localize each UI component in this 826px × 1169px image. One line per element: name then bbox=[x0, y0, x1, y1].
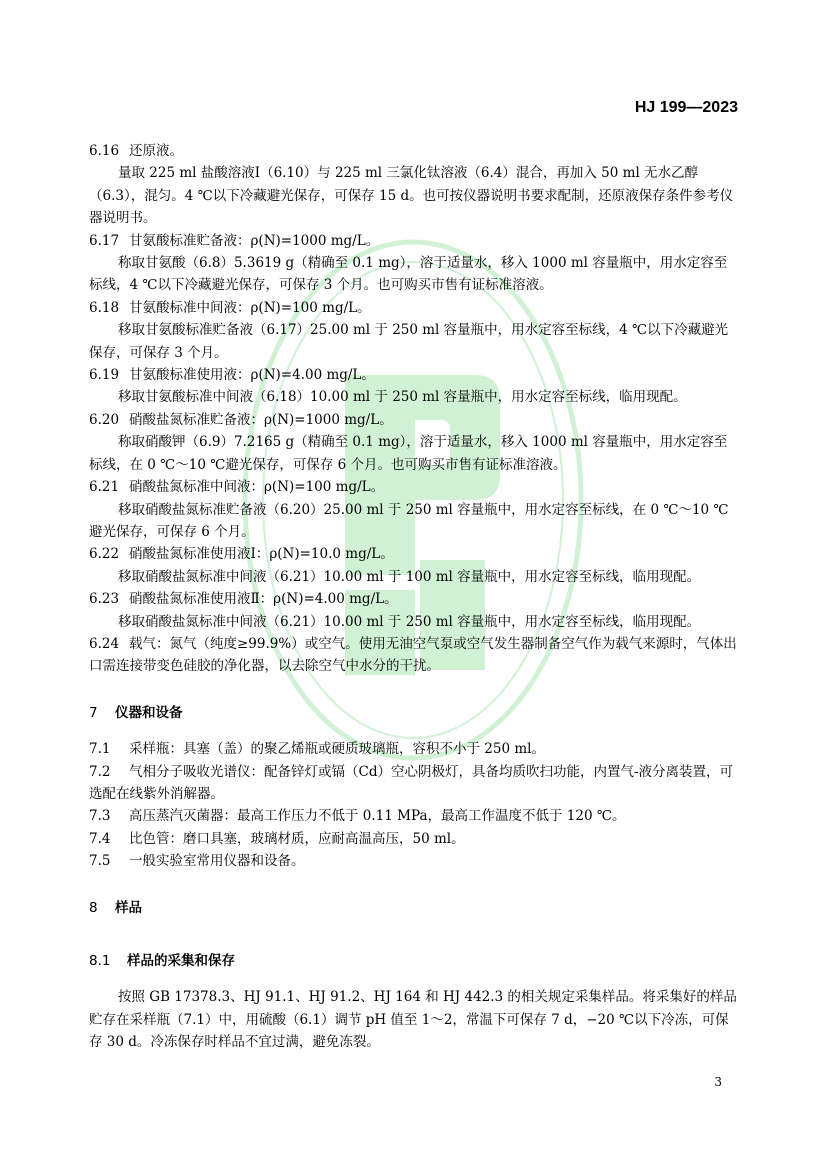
item-body: 移取甘氨酸标准中间液（6.18）10.00 ml 于 250 ml 容量瓶中，用水定容至标线，临用现配。 bbox=[118, 389, 687, 406]
item-number: 7.3 bbox=[89, 808, 111, 825]
item-6-17 bbox=[89, 230, 739, 297]
section-8-1-body: 按照 GB 17378.3、HJ 91.1、HJ 91.2、HJ 164 和 HJ 442.3 的相关规定采集样品。将采集好的样品贮存在采样瓶（7.1）中，用硫酸（6.1）调节 pH 值至 1～2，常温下可保存 7 d，−20 ℃以下冷冻，可保存 30 d。冷冻保存时样品不宜过满，避免冻裂。 bbox=[89, 989, 737, 1051]
item-number: 7.5 bbox=[89, 853, 111, 870]
section-heading-8 bbox=[89, 897, 739, 919]
item-title: 甘氨酸标准使用液：ρ(N)=4.00 mg/L。 bbox=[129, 367, 375, 384]
item-number: 6.16 bbox=[89, 143, 120, 159]
item-6-18 bbox=[89, 297, 739, 364]
item-title: 硝酸盐氮标准使用液Ⅱ：ρ(N)=4.00 mg/L。 bbox=[129, 591, 398, 608]
item-7-2 bbox=[89, 761, 739, 806]
item-title: 硝酸盐氮标准使用液Ⅰ：ρ(N)=10.0 mg/L。 bbox=[129, 546, 394, 563]
item-body: 量取 225 ml 盐酸溶液Ⅰ（6.10）与 225 ml 三氯化钛溶液（6.4）混合，再加入 50 ml 无水乙醇（6.3），混匀。4 ℃以下冷藏避光保存，可保存 15 d。也可按仪器说明书要求配制，还原液保存条件参考仪器说明书。 bbox=[89, 165, 734, 227]
subsection-number: 8.1 bbox=[89, 953, 111, 969]
item-6-20 bbox=[89, 409, 739, 476]
item-text: 采样瓶：具塞（盖）的聚乙烯瓶或硬质玻璃瓶，容积不小于 250 ml。 bbox=[129, 741, 545, 758]
item-6-24 bbox=[89, 633, 739, 678]
item-body: 移取硝酸盐氮标准中间液（6.21）10.00 ml 于 100 ml 容量瓶中，用水定容至标线，临用现配。 bbox=[118, 568, 701, 585]
section-number: 7 bbox=[89, 704, 98, 721]
item-body: 移取硝酸盐氮标准中间液（6.21）10.00 ml 于 250 ml 容量瓶中，用水定容至标线，临用现配。 bbox=[118, 613, 701, 630]
item-number: 6.17 bbox=[89, 232, 120, 249]
item-7-4 bbox=[89, 828, 739, 850]
standard-code: HJ 199—2023 bbox=[634, 99, 738, 116]
item-text: 载气：氮气（纯度≥99.9%）或空气。使用无油空气泵或空气发生器制备空气作为载气来源时，气体出口需连接带变色硅胶的净化器，以去除空气中水分的干扰。 bbox=[89, 635, 737, 675]
item-number: 6.18 bbox=[89, 299, 120, 316]
section-number: 8 bbox=[89, 899, 98, 916]
item-number: 6.20 bbox=[89, 411, 120, 428]
item-6-23 bbox=[89, 588, 739, 633]
item-text: 高压蒸汽灭菌器：最高工作压力不低于 0.11 MPa，最高工作温度不低于 120 ℃。 bbox=[129, 808, 626, 825]
subsection-title: 样品的采集和保存 bbox=[127, 953, 235, 969]
page-number: 3 bbox=[714, 1075, 722, 1089]
item-7-3 bbox=[89, 805, 739, 827]
item-text: 一般实验室常用仪器和设备。 bbox=[129, 853, 305, 870]
item-body: 称取硝酸钾（6.9）7.2165 g（精确至 0.1 mg），溶于适量水，移入 1000 ml 容量瓶中，用水定容至标线，在 0 ℃～10 ℃避光保存，可保存 6 个月。也可购买市售有证标准溶液。 bbox=[89, 434, 728, 473]
item-7-1 bbox=[89, 738, 739, 760]
item-title: 甘氨酸标准中间液：ρ(N)=100 mg/L。 bbox=[129, 299, 371, 316]
item-6-19 bbox=[89, 364, 739, 409]
item-number: 6.19 bbox=[89, 367, 120, 384]
item-number: 6.22 bbox=[89, 546, 120, 563]
document-body bbox=[89, 140, 739, 1054]
item-6-21 bbox=[89, 476, 739, 543]
section-title: 仪器和设备 bbox=[115, 704, 183, 721]
item-number: 6.21 bbox=[89, 479, 120, 496]
item-body: 移取硝酸盐氮标准贮备液（6.20）25.00 ml 于 250 ml 容量瓶中，用水定容至标线，在 0 ℃～10 ℃避光保存，可保存 6 个月。 bbox=[89, 501, 729, 540]
section-title: 样品 bbox=[115, 899, 142, 916]
subsection-heading-8-1 bbox=[89, 950, 739, 972]
item-7-5 bbox=[89, 850, 739, 872]
item-title: 硝酸盐氮标准中间液：ρ(N)=100 mg/L。 bbox=[129, 479, 385, 496]
item-number: 7.4 bbox=[89, 830, 111, 847]
item-title: 硝酸盐氮标准贮备液：ρ(N)=1000 mg/L。 bbox=[129, 411, 393, 428]
item-title: 还原液。 bbox=[129, 143, 183, 159]
item-6-22 bbox=[89, 543, 739, 588]
section-heading-7 bbox=[89, 702, 739, 724]
item-number: 6.23 bbox=[89, 591, 120, 608]
item-text: 比色管：磨口具塞，玻璃材质，应耐高温高压，50 ml。 bbox=[129, 830, 465, 847]
item-number: 7.2 bbox=[89, 763, 111, 780]
item-title: 甘氨酸标准贮备液：ρ(N)=1000 mg/L。 bbox=[129, 232, 380, 249]
item-body: 移取甘氨酸标准贮备液（6.17）25.00 ml 于 250 ml 容量瓶中，用水定容至标线，4 ℃以下冷藏避光保存，可保存 3 个月。 bbox=[89, 322, 729, 361]
item-body: 称取甘氨酸（6.8）5.3619 g（精确至 0.1 mg），溶于适量水，移入 1000 ml 容量瓶中，用水定容至标线，4 ℃以下冷藏避光保存，可保存 3 个月。也可购买市售有证标准溶液。 bbox=[89, 255, 728, 294]
item-number: 7.1 bbox=[89, 741, 111, 758]
item-6-16 bbox=[89, 140, 739, 230]
item-number: 6.24 bbox=[89, 635, 120, 652]
item-text: 气相分子吸收光谱仪：配备锌灯或镉（Cd）空心阴极灯，具备均质吹扫功能，内置气-液分离装置，可选配在线紫外消解器。 bbox=[89, 763, 734, 802]
